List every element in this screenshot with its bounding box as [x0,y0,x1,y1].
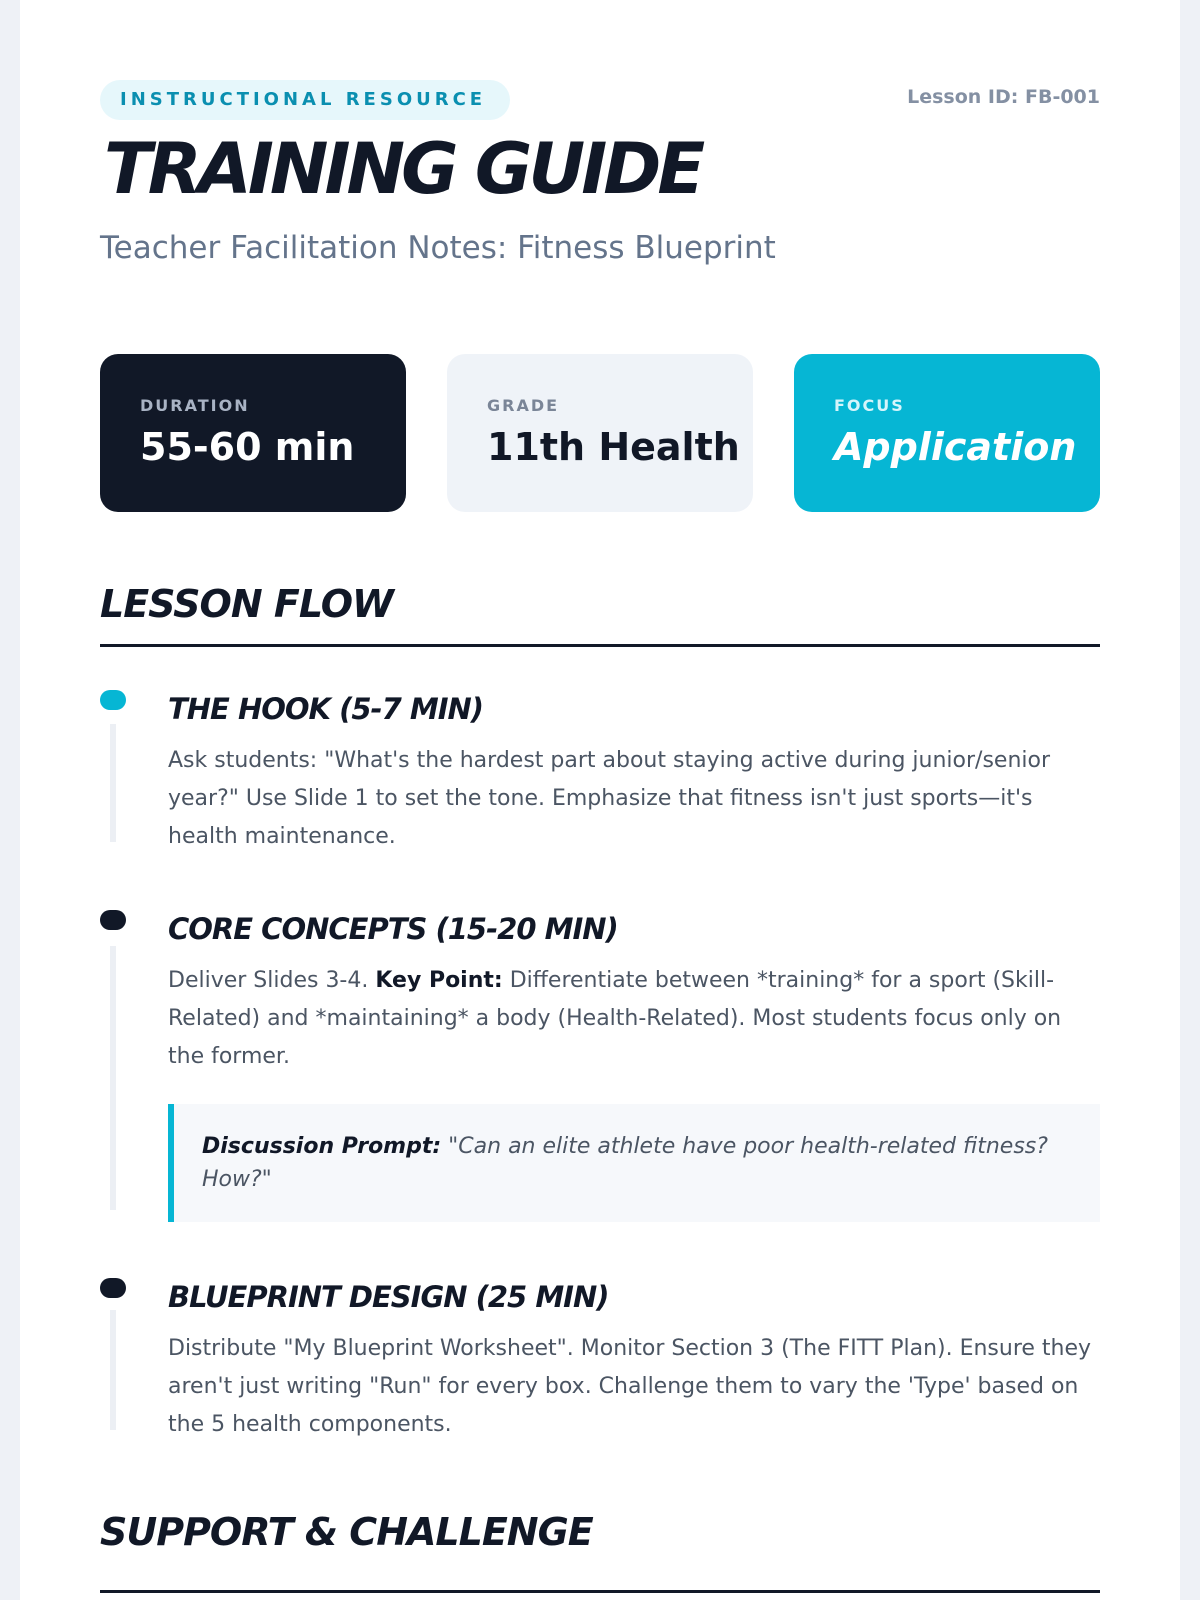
step-body: Ask students: "What's the hardest part about staying active during junior/senior year?" Use Slide 1 to set the tone. Emphasize that fitness isn't just sports—it's health maintenance. [168,748,1050,849]
discussion-prompt [168,1104,1100,1222]
duration-label: DURATION [140,396,250,415]
resource-badge: INSTRUCTIONAL RESOURCE [100,80,510,120]
timeline-line [110,724,116,842]
step-title: CORE CONCEPTS (15-20 MIN) [168,912,618,946]
key-point-label: Key Point: [375,968,503,993]
page-title: TRAINING GUIDE [104,128,702,210]
discussion-prompt-text: "Can an elite athlete have poor health-related fitness? How?" [202,1134,1048,1192]
lesson-id: Lesson ID: FB-001 [907,86,1100,108]
grade-label: GRADE [487,396,560,415]
focus-label: FOCUS [834,396,905,415]
timeline-dot [100,1278,126,1298]
step-body [168,962,1100,1076]
grade-card [447,354,753,512]
step-title: BLUEPRINT DESIGN (25 MIN) [168,1280,609,1314]
lesson-flow-heading: LESSON FLOW [100,582,393,626]
step-title: THE HOOK (5-7 MIN) [168,692,484,726]
page-subtitle: Teacher Facilitation Notes: Fitness Blueprint [100,230,776,266]
grade-value: 11th Health [487,425,740,469]
duration-card [100,354,406,512]
support-challenge-divider [100,1590,1100,1593]
duration-value: 55-60 min [140,425,355,469]
lesson-flow-divider [100,644,1100,647]
timeline-dot [100,910,126,930]
info-cards [100,354,1100,512]
step-body-intro: Deliver Slides 3-4. [168,968,376,993]
discussion-prompt-label: Discussion Prompt: [202,1134,442,1159]
focus-value: Application [834,425,1077,469]
step-body-text: Differentiate between *training* for a sport (Skill-Related) and *maintaining* a body (Health-Related). Most students focus only on the former. [168,968,1062,1069]
support-challenge-heading: SUPPORT & CHALLENGE [100,1510,593,1554]
timeline-line [110,946,116,1210]
timeline-dot [100,690,126,710]
timeline-line [110,1310,116,1430]
step-body: Distribute "My Blueprint Worksheet". Monitor Section 3 (The FITT Plan). Ensure they aren't just writing "Run" for every box. Challenge them to vary the 'Type' based on the 5 health components. [168,1336,1092,1437]
focus-card [794,354,1100,512]
document-page [20,0,1180,1600]
